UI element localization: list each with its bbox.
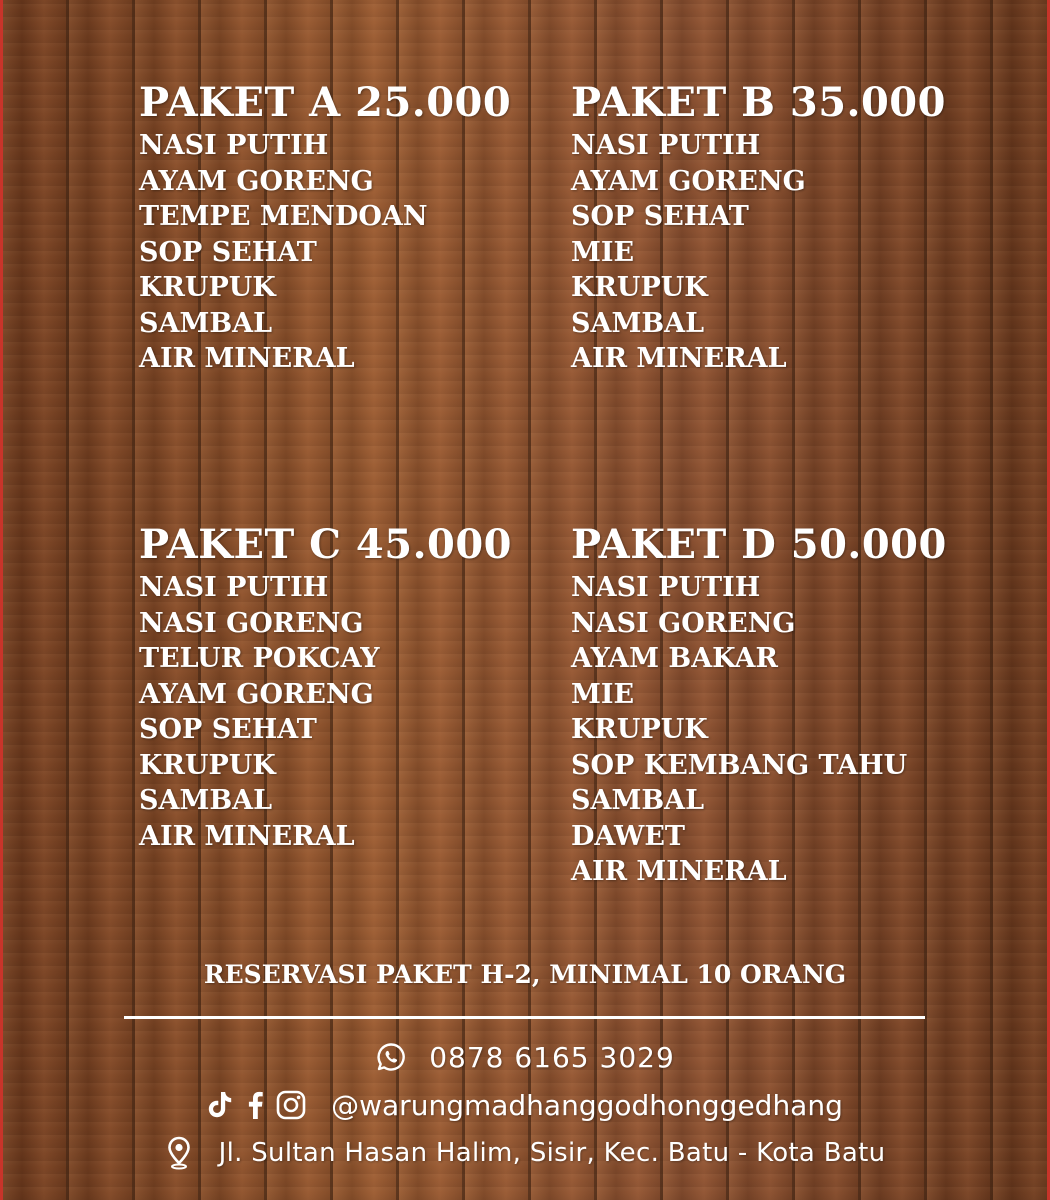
menu-item: SAMBAL bbox=[139, 785, 273, 816]
phone-row bbox=[0, 1037, 1050, 1077]
menu-item: SOP SEHAT bbox=[571, 201, 749, 232]
package-a bbox=[139, 80, 511, 377]
tiktok-icon[interactable] bbox=[207, 1090, 235, 1120]
package-c bbox=[139, 522, 512, 854]
menu-item: AYAM GORENG bbox=[571, 165, 806, 197]
menu-item: TELUR POKCAY bbox=[139, 643, 380, 674]
menu-item: KRUPUK bbox=[139, 272, 276, 303]
package-title: PAKET B 35.000 bbox=[571, 79, 946, 126]
package-title: PAKET A 25.000 bbox=[139, 79, 512, 126]
menu-item: AYAM GORENG bbox=[139, 678, 374, 710]
menu-item: NASI PUTIH bbox=[571, 572, 761, 603]
menu-item: AIR MINERAL bbox=[139, 820, 355, 852]
menu-item: AYAM BAKAR bbox=[571, 643, 778, 674]
location-pin-icon bbox=[165, 1136, 193, 1170]
package-b bbox=[571, 80, 946, 377]
menu-item: AIR MINERAL bbox=[571, 856, 787, 887]
divider bbox=[124, 1016, 925, 1019]
menu-item: SAMBAL bbox=[571, 785, 705, 816]
menu-item: MIE bbox=[571, 678, 635, 710]
menu-item: MIE bbox=[571, 236, 635, 268]
menu-item: AYAM GORENG bbox=[139, 165, 374, 197]
package-items bbox=[571, 128, 946, 377]
menu-item: NASI PUTIH bbox=[571, 130, 761, 161]
reservation-notice: RESERVASI PAKET H-2, MINIMAL 10 ORANG bbox=[203, 960, 847, 989]
social-handle[interactable]: @warungmadhanggodhonggedhang bbox=[331, 1088, 843, 1122]
menu-item: NASI GORENG bbox=[139, 607, 364, 639]
whatsapp-icon bbox=[375, 1041, 407, 1073]
menu-item: DAWET bbox=[571, 820, 686, 852]
left-edge-accent bbox=[0, 0, 3, 1200]
package-title: PAKET D 50.000 bbox=[571, 521, 947, 568]
menu-item: TEMPE MENDOAN bbox=[139, 201, 428, 232]
menu-item: SAMBAL bbox=[571, 307, 705, 339]
menu-item: NASI PUTIH bbox=[139, 130, 329, 161]
menu-item: NASI PUTIH bbox=[139, 572, 329, 603]
address-row bbox=[0, 1132, 1050, 1174]
menu-item: SOP SEHAT bbox=[139, 236, 317, 268]
phone-number[interactable]: 0878 6165 3029 bbox=[429, 1040, 675, 1074]
menu-item: SOP KEMBANG TAHU bbox=[571, 749, 908, 781]
instagram-icon[interactable] bbox=[275, 1089, 307, 1121]
menu-item: KRUPUK bbox=[571, 272, 708, 303]
package-items bbox=[139, 570, 512, 854]
menu-item: NASI GORENG bbox=[571, 607, 796, 639]
menu-item: SAMBAL bbox=[139, 307, 273, 339]
facebook-icon[interactable] bbox=[245, 1090, 265, 1120]
menu-item: AIR MINERAL bbox=[139, 343, 355, 374]
package-title: PAKET C 45.000 bbox=[139, 521, 512, 568]
address-text: Jl. Sultan Hasan Halim, Sisir, Kec. Batu - Kota Batu bbox=[218, 1138, 886, 1168]
package-items bbox=[139, 128, 511, 377]
social-row bbox=[0, 1084, 1050, 1126]
menu-item: AIR MINERAL bbox=[571, 343, 787, 374]
package-d bbox=[571, 522, 947, 890]
menu-item: KRUPUK bbox=[139, 749, 276, 781]
menu-item: KRUPUK bbox=[571, 714, 708, 745]
menu-item: SOP SEHAT bbox=[139, 714, 317, 745]
package-items bbox=[571, 570, 947, 890]
